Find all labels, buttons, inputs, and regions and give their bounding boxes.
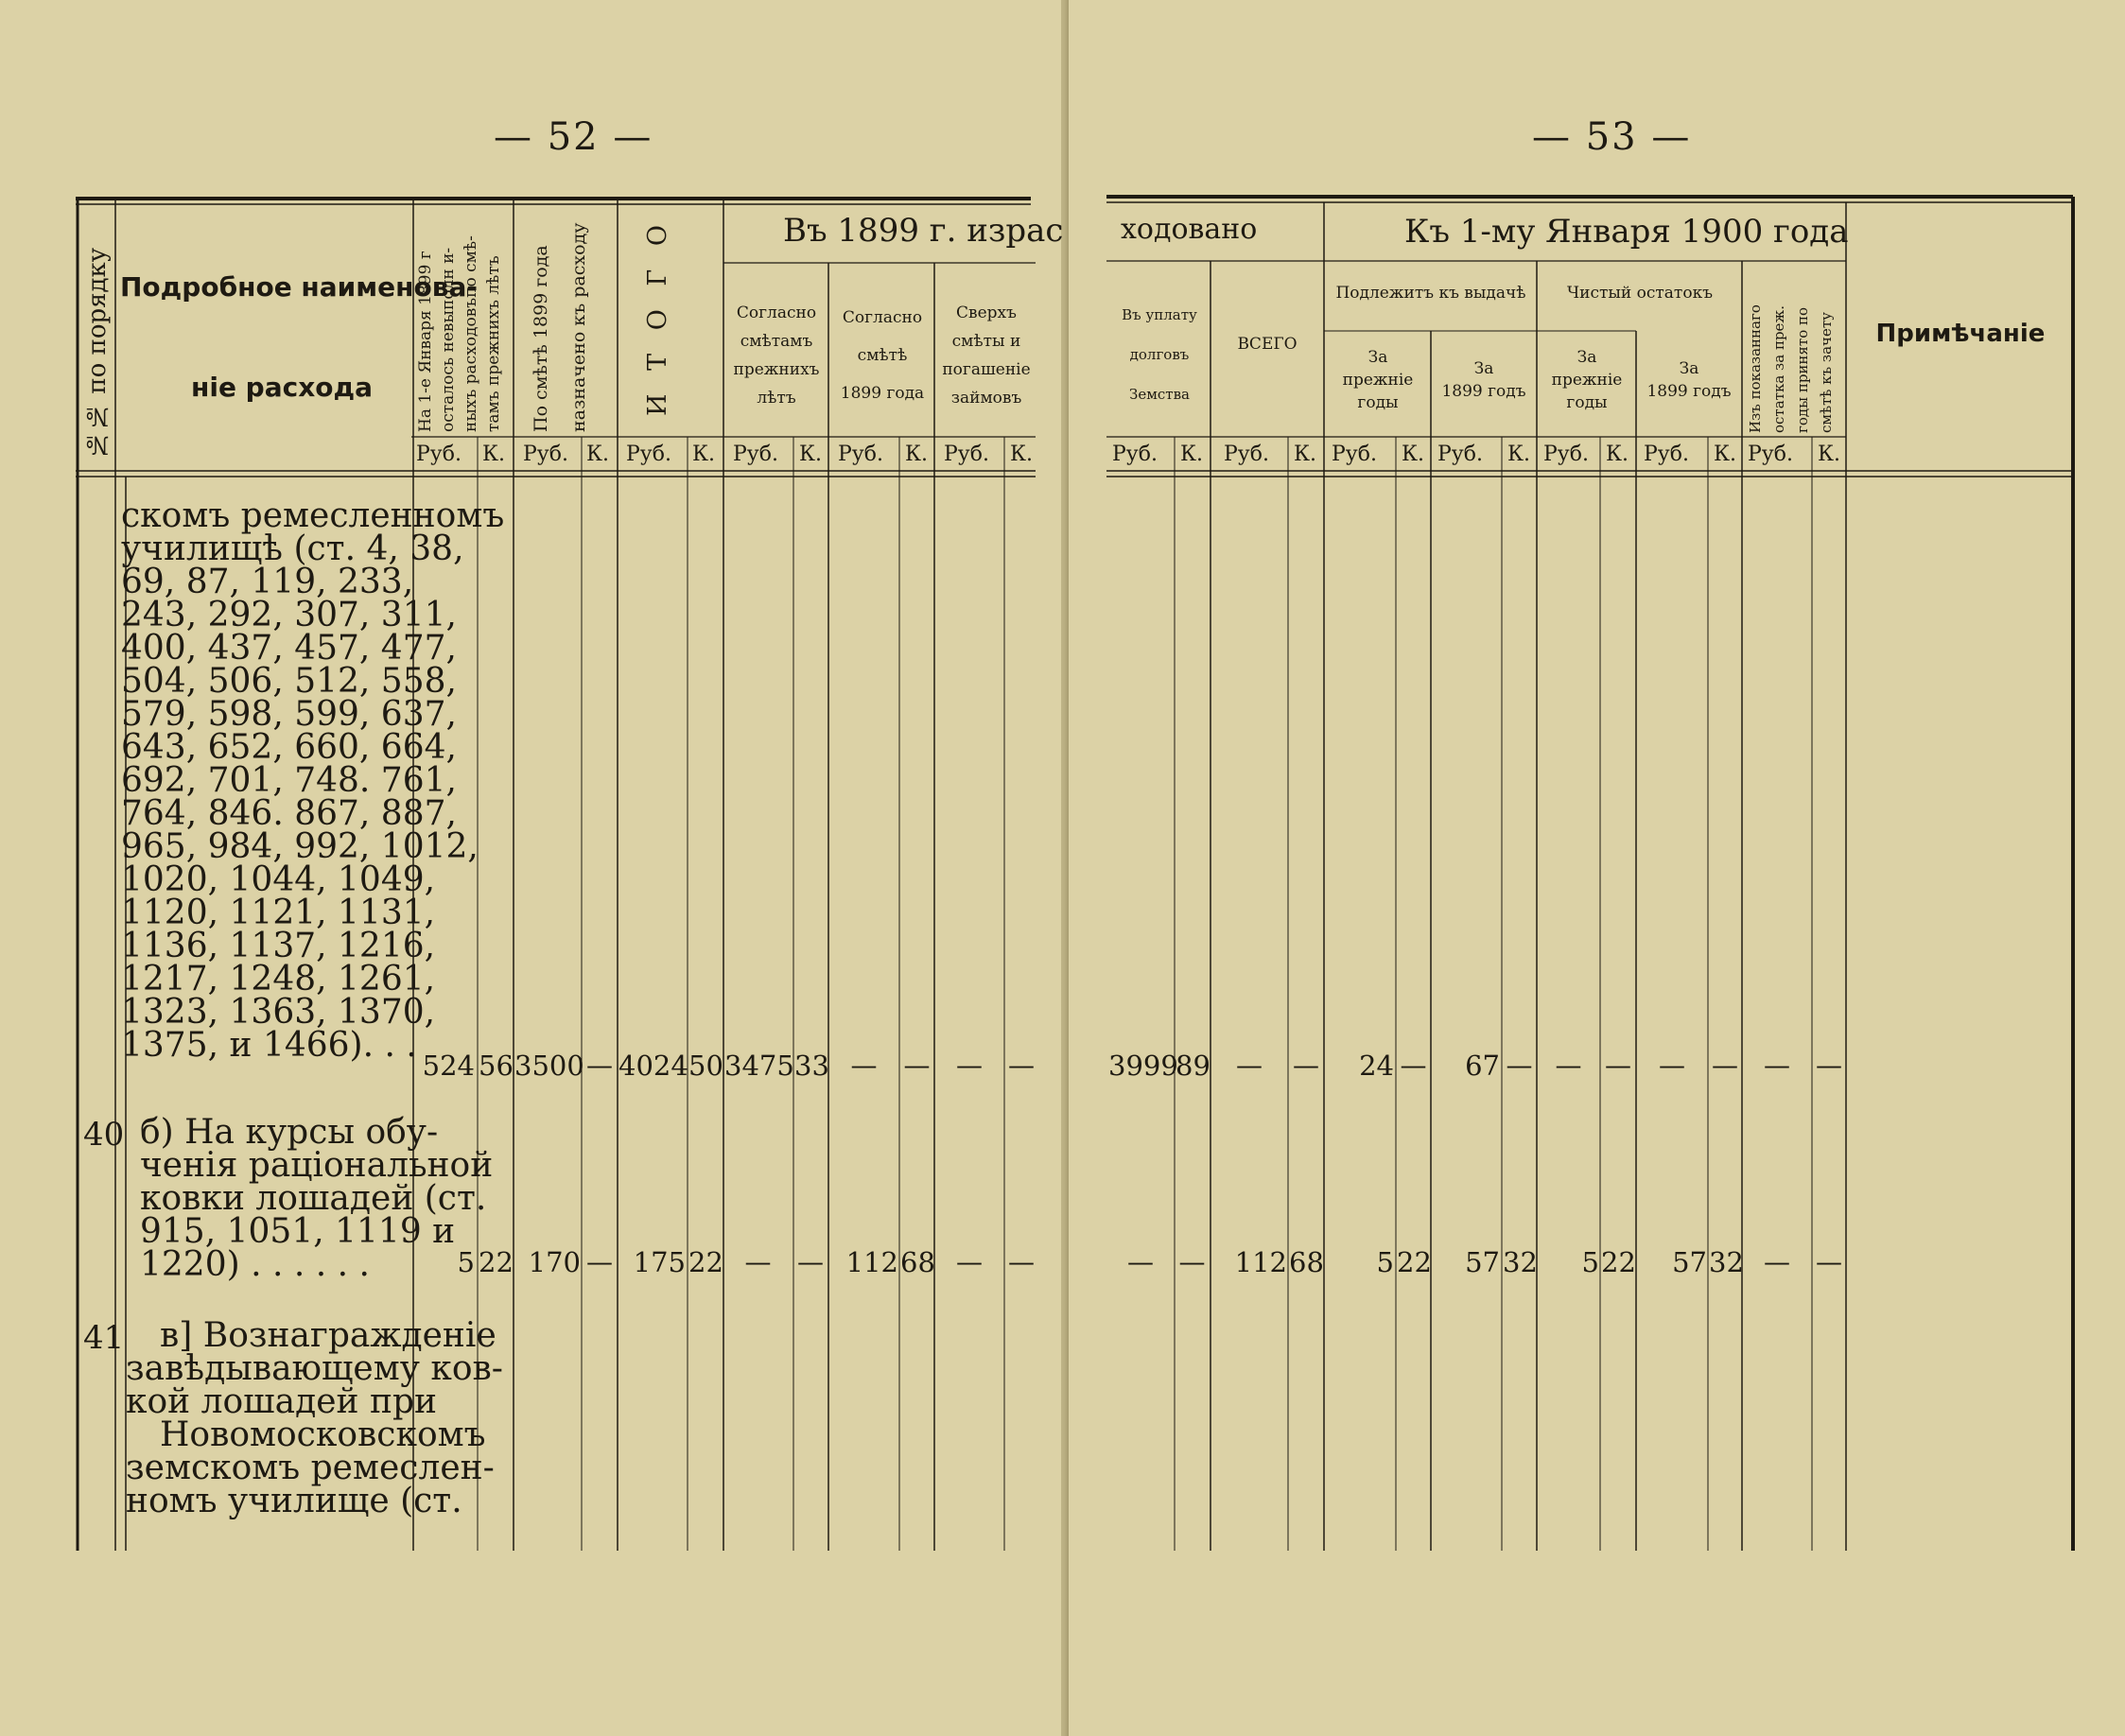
value-cell: — — [1712, 1050, 1738, 1081]
header-pay-1899: За 1899 годъ — [1441, 359, 1526, 401]
value-cell: — — [1236, 1050, 1263, 1081]
header-balance-group: Чистый остатокъ — [1566, 284, 1714, 303]
unit-kop: К. — [1294, 443, 1317, 466]
value-cell: 170 — [528, 1246, 581, 1278]
header-total: И Т О Г О — [643, 217, 672, 416]
unit-rub: Руб. — [1543, 443, 1589, 466]
page-number-left: — 52 — — [494, 115, 653, 159]
header-jan1900-group: Къ 1-му Января 1900 года — [1404, 213, 1849, 251]
value-cell: 68 — [1289, 1246, 1324, 1278]
header-name-line1: Подробное наименова- — [120, 271, 478, 303]
value-cell: 22 — [1601, 1246, 1636, 1278]
header-spent-current: Согласно смѣтѣ 1899 года — [840, 308, 925, 403]
value-cell: 3500 — [514, 1050, 584, 1082]
header-debt: Въ уплату долговъ Земства — [1122, 306, 1197, 403]
value-cell: — — [586, 1246, 613, 1277]
value-cell: 524 — [422, 1050, 475, 1082]
value-cell: 5 — [457, 1246, 475, 1278]
header-name-line2: ніе расхода — [191, 372, 374, 403]
value-cell: 32 — [1503, 1246, 1538, 1278]
value-cell: — — [1605, 1050, 1631, 1081]
value-cell: — — [1764, 1246, 1790, 1277]
value-cell: 3999 — [1108, 1050, 1178, 1082]
value-cell: — — [1506, 1050, 1533, 1081]
header-all: ВСЕГО — [1237, 335, 1298, 354]
header-spent-prev: Согласно смѣтамъ прежнихъ лѣтъ — [733, 304, 820, 408]
right-page — [1069, 0, 2125, 1736]
unit-kop: К. — [1818, 443, 1841, 466]
unit-rub: Руб. — [1644, 443, 1689, 466]
value-cell: — — [1178, 1246, 1206, 1277]
value-cell: 5 — [1581, 1246, 1599, 1278]
value-cell: — — [1293, 1050, 1319, 1081]
value-cell: — — [1816, 1246, 1842, 1277]
unit-kop: К. — [1714, 443, 1737, 466]
right-table-rules — [1069, 0, 2125, 1736]
unit-rub: Руб. — [944, 443, 989, 466]
unit-kop: К. — [1402, 443, 1425, 466]
unit-kop: К. — [1507, 443, 1531, 466]
unit-rub: Руб. — [416, 443, 462, 466]
value-cell: — — [1555, 1050, 1582, 1081]
header-bal-1899: За 1899 годъ — [1646, 359, 1732, 401]
unit-rub: Руб. — [1437, 443, 1483, 466]
header-pay-prev: За прежніе годы — [1342, 348, 1414, 412]
value-cell: 57 — [1465, 1246, 1500, 1278]
value-cell: 50 — [688, 1050, 723, 1082]
value-cell: 3475 — [724, 1050, 794, 1082]
value-cell: 68 — [900, 1246, 935, 1278]
header-spent-group-cont: ходовано — [1121, 213, 1258, 246]
header-row-number: №№ по порядку — [83, 247, 112, 459]
unit-rub: Руб. — [733, 443, 778, 466]
header-note: Примѣчаніе — [1875, 320, 2046, 348]
value-cell: — — [903, 1050, 931, 1081]
value-cell: — — [1816, 1050, 1842, 1081]
value-cell: — — [1008, 1246, 1035, 1277]
value-cell: 32 — [1709, 1246, 1744, 1278]
value-cell: 112 — [845, 1246, 898, 1278]
row-description: в] Вознагражденіе завѣдывающему ков- кой лошадей при Новомосковскомъ земскомъ ремеслен- номъ училище (ст. — [126, 1316, 503, 1520]
unit-rub: Руб. — [626, 443, 671, 466]
value-cell: — — [797, 1246, 824, 1277]
header-payable-group: Подлежитъ къ выдачѣ — [1335, 284, 1526, 303]
value-cell: 56 — [479, 1050, 514, 1082]
unit-rub: Руб. — [838, 443, 883, 466]
value-cell: — — [586, 1050, 613, 1081]
value-cell: 24 — [1359, 1050, 1394, 1082]
value-cell: 33 — [794, 1050, 829, 1082]
unit-kop: К. — [799, 443, 823, 466]
header-spent-over: Сверхъ смѣты и погашеніе займовъ — [942, 304, 1031, 408]
unit-rub: Руб. — [1748, 443, 1793, 466]
value-cell: — — [744, 1246, 772, 1277]
value-cell: 4024 — [618, 1050, 688, 1082]
value-cell: — — [1764, 1050, 1790, 1081]
unit-kop: К. — [482, 443, 506, 466]
value-cell: 89 — [1176, 1050, 1211, 1082]
value-cell: 22 — [688, 1246, 723, 1278]
value-cell: — — [1659, 1050, 1685, 1081]
row-description: б) На курсы обу- ченія раціональной ковки лошадей (ст. 915, 1051, 1119 и 1220) . . . . . . — [140, 1113, 494, 1284]
value-cell: — — [850, 1050, 878, 1081]
value-cell: — — [1127, 1246, 1154, 1277]
unit-rub: Руб. — [1224, 443, 1269, 466]
value-cell: 22 — [479, 1246, 514, 1278]
value-cell: — — [1008, 1050, 1035, 1081]
unit-rub: Руб. — [1112, 443, 1158, 466]
value-cell: 175 — [633, 1246, 686, 1278]
unit-kop: К. — [1010, 443, 1034, 466]
row-number: 41 — [83, 1319, 125, 1357]
header-remaining: На 1-е Января 1899 г осталось невыполн и- ныхъ расходовъпо смѣ- тамъ прежнихъ лѣтъ — [416, 235, 503, 432]
row-description: скомъ ремесленномъ училищѣ (ст. 4, 38, 69, 87, 119, 233, 243, 292, 307, 311, 400, 437, 457, 477, 504, 506, 512, 558, 579, 598, 599, 637, 643, 652, 660, 664, 692, 701, 748. 761, 764, 846. 867, 887, 965, 984, 992, 1012, 1020, 1044, 1049, 1120, 1121, 1131, 1136, 1137, 1216, 1217, 1248, 1261, 1323, 1363, 1370, 1375, и 1466). . . — [121, 496, 505, 1065]
unit-kop: К. — [1606, 443, 1629, 466]
unit-kop: К. — [586, 443, 610, 466]
value-cell: 112 — [1234, 1246, 1287, 1278]
value-cell: 67 — [1465, 1050, 1500, 1082]
value-cell: — — [956, 1050, 983, 1081]
value-cell: 57 — [1672, 1246, 1707, 1278]
unit-kop: К. — [905, 443, 929, 466]
unit-rub: Руб. — [523, 443, 568, 466]
unit-kop: К. — [1180, 443, 1204, 466]
unit-rub: Руб. — [1332, 443, 1377, 466]
header-credit: Изъ показаннаго остатка за преж. годы принято по смѣтѣ къ зачету — [1747, 304, 1835, 433]
header-bal-prev: За прежніе годы — [1551, 348, 1623, 412]
header-budget: По смѣтѣ 1899 года назначено къ расходу — [531, 222, 589, 432]
unit-kop: К. — [692, 443, 716, 466]
value-cell: 5 — [1376, 1246, 1394, 1278]
page-number-right: — 53 — — [1532, 115, 1692, 159]
header-spent-group: Въ 1899 г. израс — [783, 212, 1064, 250]
value-cell: — — [956, 1246, 983, 1277]
value-cell: 22 — [1397, 1246, 1432, 1278]
value-cell: — — [1400, 1050, 1427, 1081]
row-number: 40 — [83, 1116, 125, 1154]
